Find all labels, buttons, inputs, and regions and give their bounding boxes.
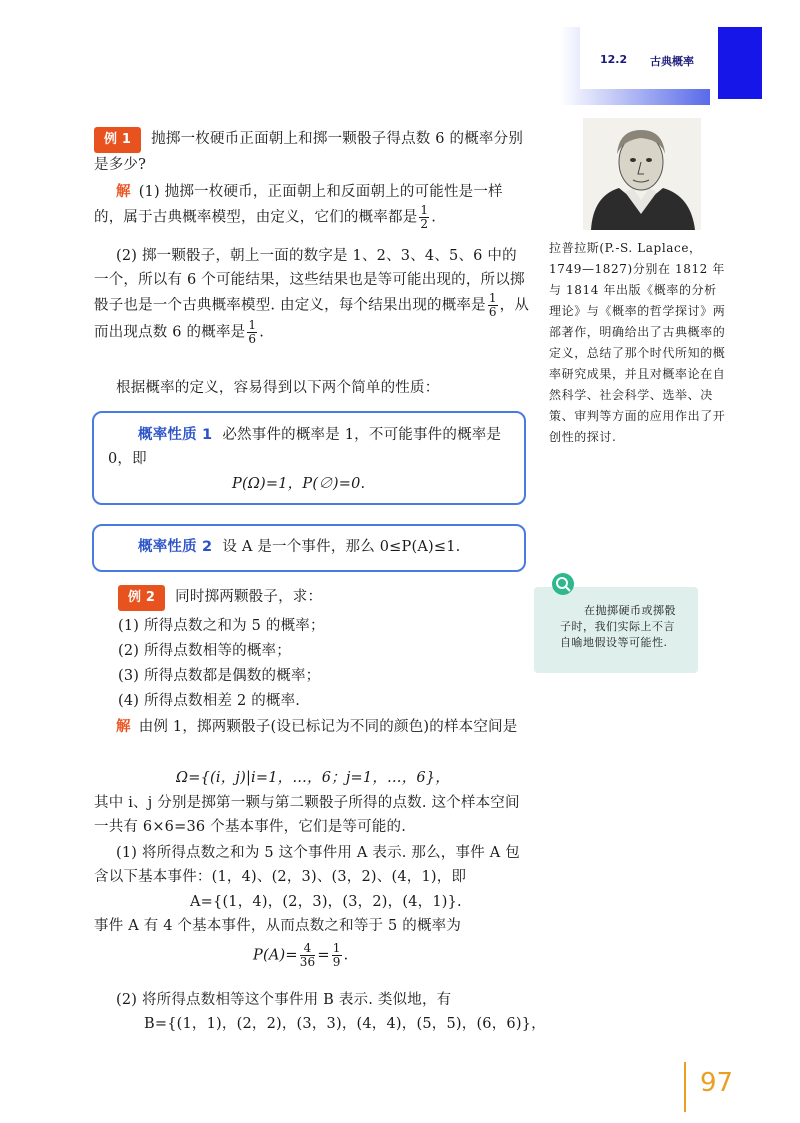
example1-badge: 例 1	[94, 127, 141, 153]
example2-solution-intro: 解 由例 1，掷两颗骰子(设已标记为不同的颜色)的样本空间是	[116, 719, 518, 735]
solution-label: 解	[116, 719, 131, 735]
portrait-caption: 拉普拉斯(P.-S. Laplace，1749—1827)分别在 1812 年与 1814 年出版《概率的分析理论》与《概率的哲学探讨》两部著作，明确给出了古典概率的定义，总结了那个时代所知的概率研究成果，并且对概率论在自然科学、社会科学、选举、决策、审判等方面的应用作出了开创性的探讨.	[549, 241, 726, 444]
solution-label: 解	[116, 184, 131, 200]
set-b-formula: B={(1，1)，(2，2)，(3，3)，(4，4)，(5，5)，(6，6)}，	[144, 1016, 546, 1032]
magnifier-icon	[552, 573, 574, 595]
set-a-formula: A={(1，4)，(2，3)，(3，2)，(4，1)}.	[190, 894, 462, 910]
example1-question: 例 1 抛掷一枚硬币正面朝上和掷一颗骰子得点数 6 的概率分别是多少?	[94, 127, 530, 177]
sample-space-formula: Ω={(i，j)|i=1，…，6；j=1，…，6}，	[176, 770, 450, 786]
property1-label: 概率性质 1	[138, 427, 213, 443]
probability-a-formula: P(A)= $\frac{4}{36}$ = $\frac{1}{9}$ .	[253, 941, 349, 969]
properties-intro: 根据概率的定义，容易得到以下两个简单的性质：	[116, 380, 440, 396]
sample-space-explanation: 其中 i、j 分别是掷第一颗与第二颗骰子所得的点数. 这个样本空间一共有 6×6=36 个基本事件，它们是等可能的.	[94, 795, 520, 835]
header-blue-bar	[718, 27, 762, 99]
example1-solution2: (2) 掷一颗骰子，朝上一面的数字是 1、2、3、4、5、6 中的一个，所以有 6 个可能结果，这些结果也是等可能出现的，所以掷骰子也是一个古典概率模型. 由定义，每个结果出现的概率是 $\frac{1}{6}$ ，从而出现点数 6 的概率是 $\frac{1}{6}$ .	[94, 248, 530, 346]
property2-text: 概率性质 2 设 A 是一个事件，那么 0≤P(A)≤1.	[138, 539, 461, 555]
property2-label: 概率性质 2	[138, 539, 213, 555]
example2-item-1: (1) 所得点数之和为 5 的概率；	[118, 618, 325, 634]
part1-text: (1) 将所得点数之和为 5 这个事件用 A 表示. 那么，事件 A 包含以下基本事件：(1，4)、(2，3)、(3，2)、(4，1)，即	[94, 845, 520, 885]
page-number-divider	[684, 1062, 686, 1112]
example2-badge: 例 2	[118, 585, 165, 611]
example1-solution1: 解 (1) 抛掷一枚硬币，正面朝上和反面朝上的可能性是一样的，属于古典概率模型，由定义，它们的概率都是 $\frac{1}{2}$ .	[94, 184, 503, 231]
example2-item-4: (4) 所得点数相差 2 的概率.	[118, 693, 301, 709]
fraction: $\frac{1}{9}$	[332, 941, 341, 969]
tip-text: 在抛掷硬币或掷骰子时，我们实际上不言自喻地假设等可能性.	[560, 604, 676, 649]
laplace-portrait	[583, 118, 701, 230]
fraction: $\frac{1}{6}$	[488, 291, 497, 319]
fraction: $\frac{4}{36}$	[299, 941, 316, 969]
page-number: 97	[700, 1068, 734, 1098]
section-title: 古典概率	[650, 55, 694, 68]
fraction: $\frac{1}{6}$	[248, 318, 257, 346]
example2-item-2: (2) 所得点数相等的概率；	[118, 643, 291, 659]
property1-text: 概率性质 1 必然事件的概率是 1，不可能事件的概率是 0，即	[108, 427, 502, 467]
property1-formula: P(Ω)=1，P(∅)=0.	[232, 476, 366, 492]
part2-text: (2) 将所得点数相等这个事件用 B 表示. 类似地，有	[116, 992, 452, 1008]
fraction: $\frac{1}{2}$	[420, 203, 429, 231]
section-number: 12.2	[600, 53, 628, 66]
example2-question: 例 2 同时掷两颗骰子，求：	[118, 585, 538, 611]
part1-conclusion: 事件 A 有 4 个基本事件，从而点数之和等于 5 的概率为	[94, 918, 462, 934]
example2-item-3: (3) 所得点数都是偶数的概率；	[118, 668, 321, 684]
